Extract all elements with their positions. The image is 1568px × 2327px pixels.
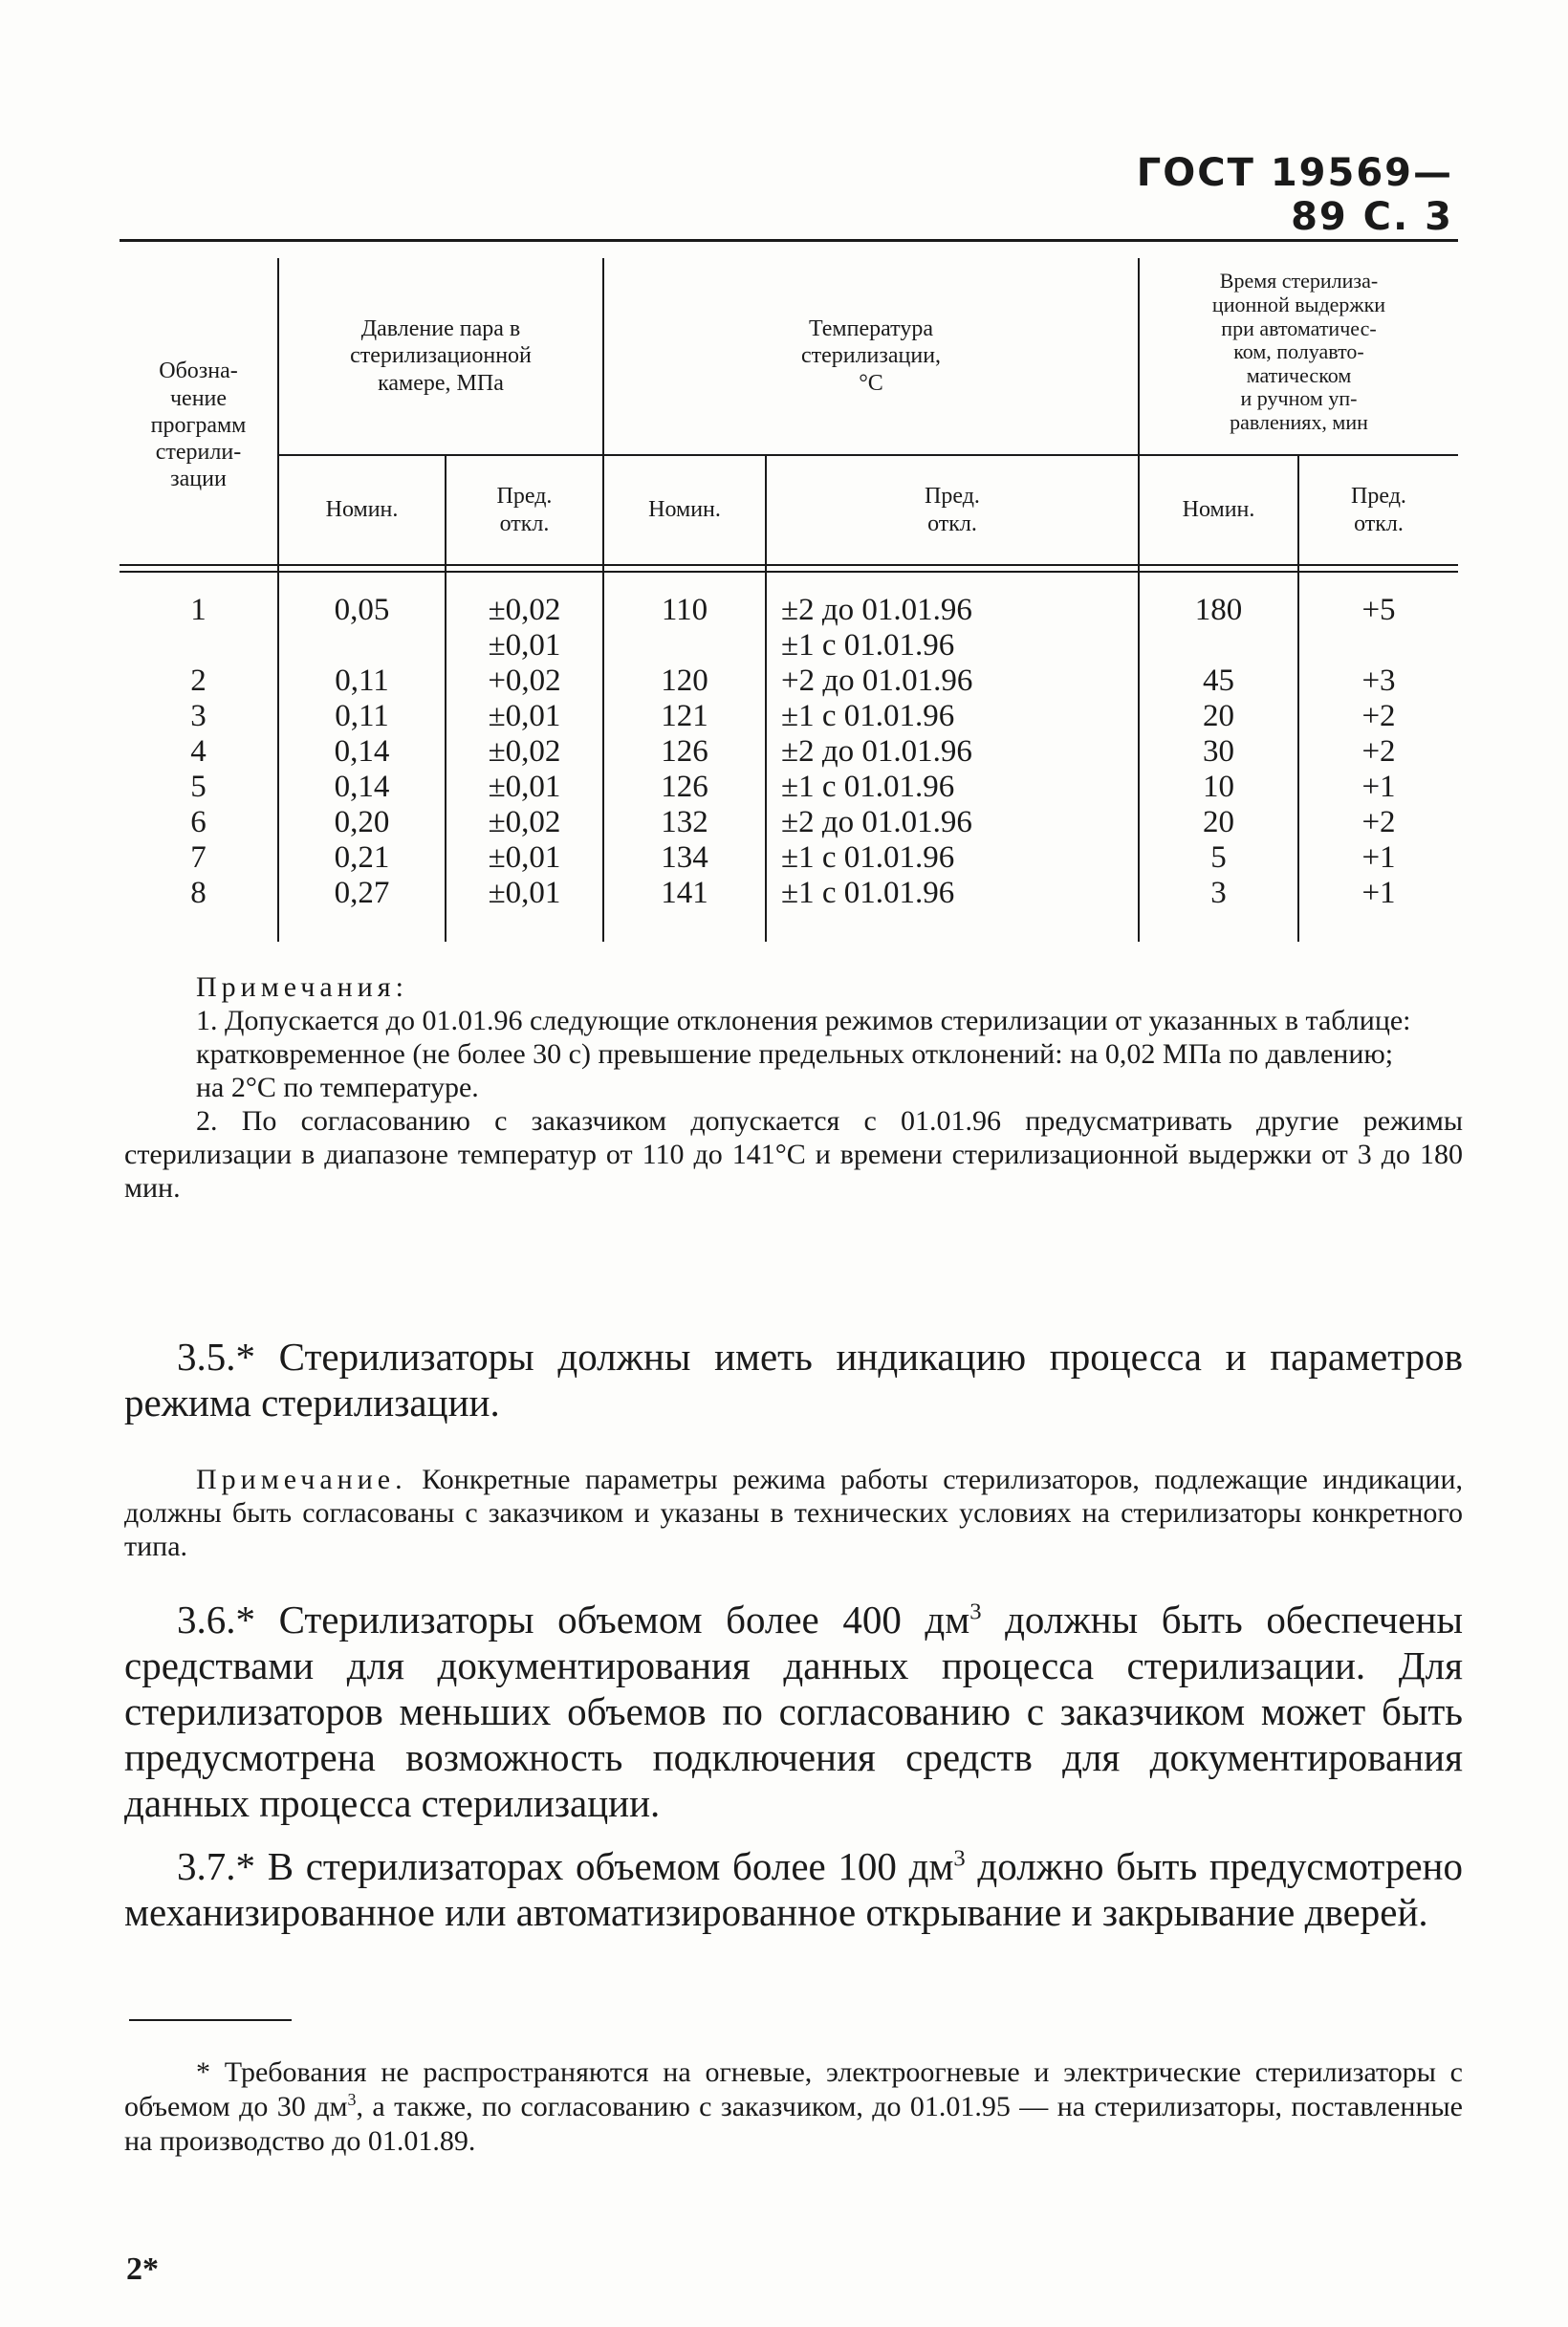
note-3-5-body: Конкретные параметры режима работы стерилизаторов, подлежащие индикации, должны быть согласованы с заказчиком и указаны в технических условиях на стерилизаторы конкретного типа.: [124, 1464, 1464, 1562]
p37-part-b: должно быть предусмотрено механизированное или автоматизированное открывание и закрывание дверей.: [124, 1844, 1463, 1934]
note-1-detail: кратковременное (не более 30 с) превышение предельных отклонений: на 0,02 МПа по давлению;: [196, 1038, 1394, 1070]
table-notes: [124, 970, 1463, 1205]
note-2: 2. По согласованию с заказчиком допускается с 01.01.96 предусматривать другие режимы стерилизации в диапазоне температур от 110 до 141°С и времени стерилизационной выдержки от 3 до 180 мин.: [124, 1105, 1463, 1204]
subheader-dev-pressure: Пред. откл.: [496, 484, 553, 536]
header-time: Время стерилиза- ционной выдержки при автоматичес- ком, полуавто- матическом и ручном уп- равлениях, мин: [1211, 269, 1386, 435]
column-time-dev: +5 +3 +2 +2 +1 +2 +1 +1: [1361, 593, 1396, 910]
p36-part-a: 3.6.* Стерилизаторы объемом более 400 дм: [177, 1598, 970, 1642]
column-pressure-dev: ±0,02 ±0,01 +0,02 ±0,01 ±0,02 ±0,01 ±0,02 ±0,01 ±0,01: [488, 593, 561, 910]
note-3-5-label: Примечание.: [196, 1464, 407, 1495]
table-header-bottom-rule: [120, 564, 1458, 566]
paragraph-3-6-text: [124, 1597, 1463, 1826]
column-pressure-nom: 0,05 0,11 0,11 0,14 0,14 0,20 0,21 0,27: [334, 593, 390, 910]
sterilization-table: [120, 239, 1458, 942]
note-3-5: [124, 1463, 1463, 1563]
column-time-nom: 180 45 20 30 10 20 5 3: [1194, 593, 1243, 910]
paragraph-3-7: [124, 1843, 1463, 1935]
column-temp-nom: 110 120 121 126 126 132 134 141: [661, 593, 708, 910]
page-header: ГОСТ 19569—89 С. 3: [1136, 151, 1453, 239]
subheader-dev-time: Пред. откл.: [1351, 484, 1406, 536]
p37-sup: 3: [953, 1845, 966, 1872]
header-pressure: Давление пара в стерилизационной камере, МПа: [350, 316, 532, 396]
footnote: [124, 2055, 1463, 2159]
footnote-part-a: * Требования не распространяются на огневые, электроогневые и электрические стерилизаторы с объемом до 30 дм: [124, 2056, 1463, 2122]
column-temp-dev: ±2 до 01.01.96 ±1 с 01.01.96 +2 до 01.01.96 ±1 с 01.01.96 ±2 до 01.01.96 ±1 с 01.01.96 ±2 до 01.01.96 ±1 с 01.01.96 ±1 с 01.01.96: [781, 593, 973, 910]
paragraph-3-7-text: [124, 1843, 1463, 1935]
subheader-nom-temperature: Номин.: [648, 497, 721, 523]
table-header-bottom-rule-2: [120, 571, 1458, 573]
note-1: 1. Допускается до 01.01.96 следующие отклонения режимов стерилизации от указанных в таблице:: [196, 1005, 1411, 1036]
note-1-temperature: на 2°С по температуре.: [196, 1072, 479, 1103]
note-3-5-text: [124, 1463, 1463, 1563]
p36-part-b: должны быть обеспечены средствами для документирования данных процесса стерилизации. Для стерилизаторов меньших объемов по согласованию с заказчиком может быть предусмотрена возможность подключения средств для документирования данных процесса стерилизации.: [124, 1598, 1463, 1825]
footnote-text: [124, 2055, 1463, 2159]
p37-part-a: 3.7.* В стерилизаторах объемом более 100 дм: [177, 1844, 954, 1888]
subheader-nom-time: Номин.: [1182, 497, 1255, 523]
header-program: Обозна- чение программ стерили- зации: [150, 359, 247, 492]
footnote-sup: 3: [347, 2090, 357, 2109]
column-program: 1 2 3 4 5 6 7 8: [190, 593, 207, 910]
footnote-part-b: , а также, по согласованию с заказчиком, до 01.01.95 — на стерилизаторы, поставленные на производство до 01.01.89.: [124, 2091, 1463, 2157]
header-temperature: Температура стерилизации, °С: [800, 316, 942, 396]
page-number: 2*: [126, 2251, 159, 2287]
p36-sup: 3: [969, 1598, 982, 1625]
paragraph-3-6: [124, 1597, 1463, 1826]
paragraph-3-5: [124, 1334, 1463, 1425]
table-top-rule: [120, 239, 1458, 242]
paragraph-3-5-text: 3.5.* Стерилизаторы должны иметь индикацию процесса и параметров режима стерилизации.: [124, 1335, 1463, 1424]
subheader-nom-pressure: Номин.: [325, 497, 399, 523]
subheader-dev-temperature: Пред. откл.: [925, 484, 980, 536]
footnote-divider: [129, 2019, 292, 2021]
notes-title: Примечания:: [196, 971, 408, 1003]
